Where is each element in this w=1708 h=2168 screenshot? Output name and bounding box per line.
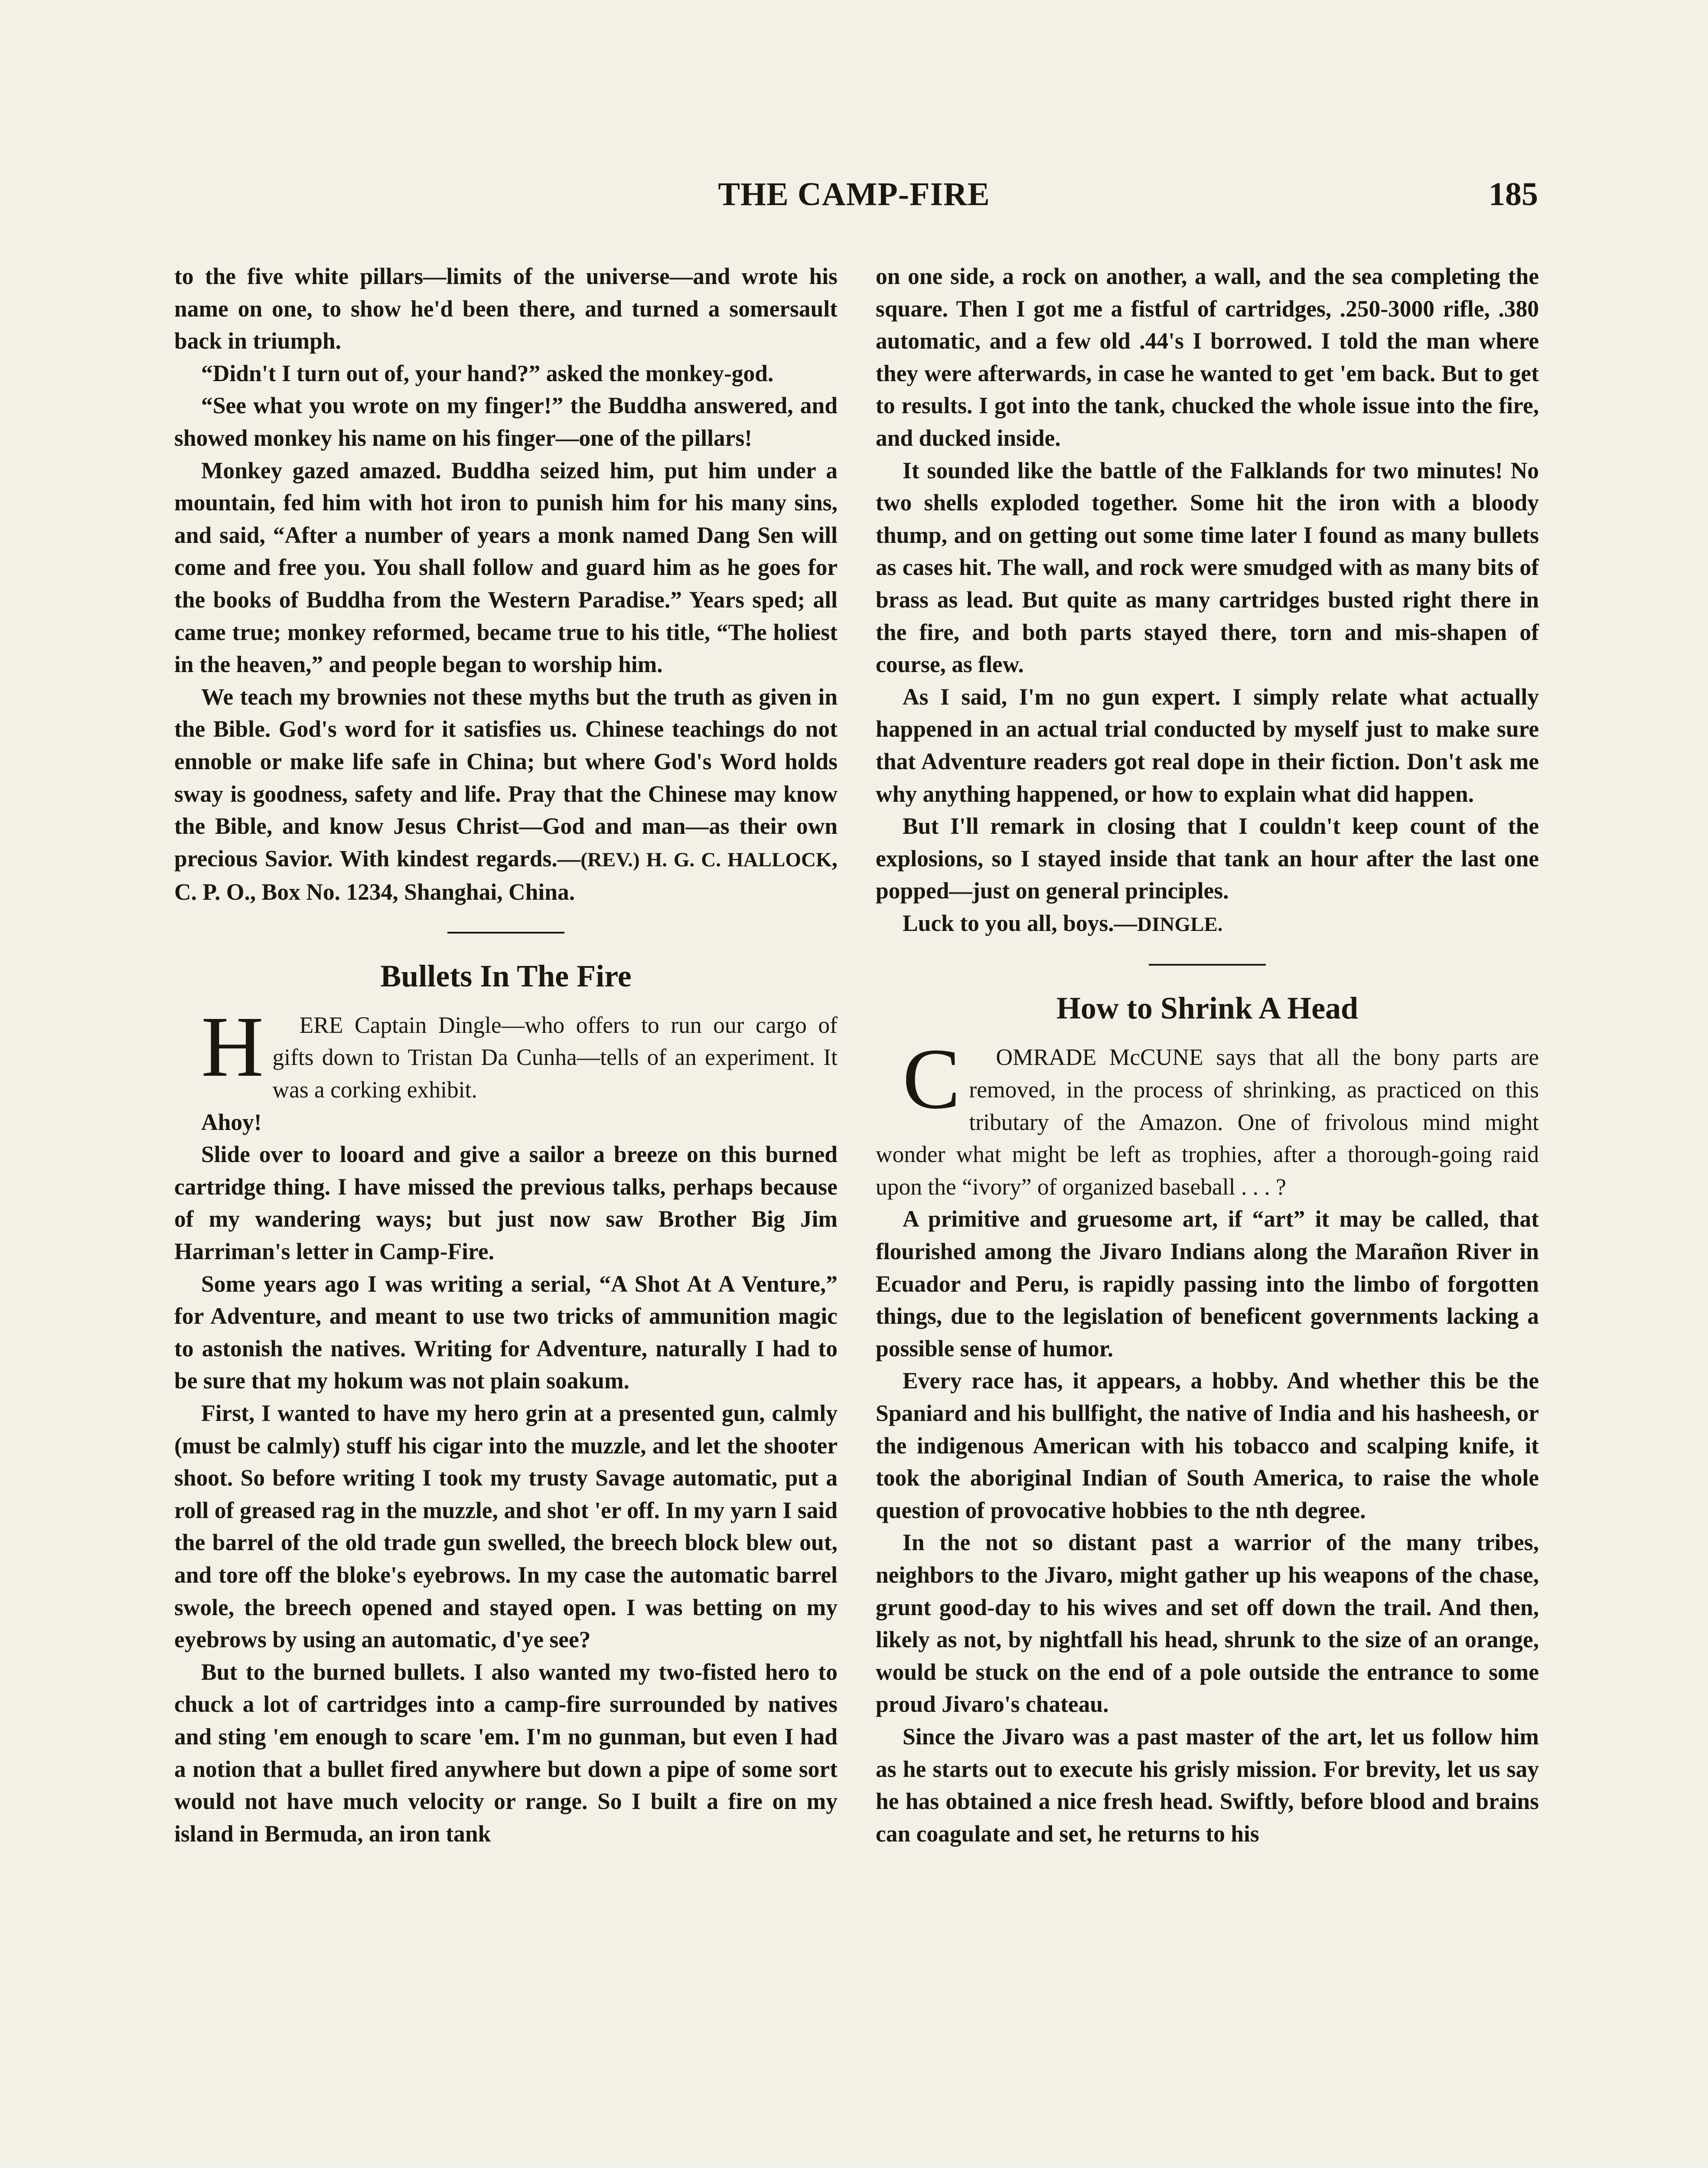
paragraph: Some years ago I was writing a serial, “A Shot At A Venture,” for Adventure, and meant to use two tricks of ammunition magic to astonish the natives. Writing for Adventure, naturally I had to be sure that my hokum was not plain soakum. bbox=[174, 1270, 838, 1394]
running-head bbox=[0, 176, 1708, 223]
paragraph: on one side, a rock on another, a wall, and the sea completing the square. Then I got me a fistful of cartridges, .250-3000 rifle, .380 automatic, and a few old .44's I borrowed. I told the man where they were afterwards, in case he wanted to get 'em back. But to get to results. I got into the tank, chucked the whole issue into the fire, and ducked inside. bbox=[876, 263, 1539, 451]
section-title-bullets: Bullets In The Fire bbox=[380, 958, 632, 993]
paragraph-signoff bbox=[876, 907, 1539, 941]
paragraph: A primitive and gruesome art, if “art” it may be called, that flourished among the Jivaro Indians along the Marañon River in Ecuador and Peru, is rapidly passing into the limbo of forgotten things, due to the legislation of beneficent governments lacking a possible sense of humor. bbox=[876, 1206, 1539, 1362]
paragraph: Since the Jivaro was a past master of the art, let us follow him as he starts out to execute his grisly mission. For brevity, let us say he has obtained a nice fresh head. Swiftly, before blood and brains can coagulate and set, he returns to his bbox=[876, 1723, 1539, 1847]
section-divider bbox=[447, 932, 564, 934]
author-signature: DINGLE. bbox=[1137, 913, 1223, 936]
paragraph: But to the burned bullets. I also wanted my two-fisted hero to chuck a lot of cartridges into a camp-fire surrounded by natives and sting 'em enough to scare 'em. I'm no gunman, but even I had a notion that a bullet fired anywhere but down a pipe of some sort would not have much velocity or range. So I built a fire on my island in Bermuda, an iron tank bbox=[174, 1659, 838, 1847]
paragraph: “See what you wrote on my finger!” the Buddha answered, and showed monkey his name on his finger—one of the pillars! bbox=[174, 392, 838, 451]
paragraph: It sounded like the battle of the Falklands for two minutes! No two shells exploded together. Some hit the iron with a bloody thump, and on getting out some time later I found as many bullets as cases hit. The wall, and rock were smudged with as many bits of brass as lead. But quite as many cartridges busted right there in the fire, and both parts stayed there, torn and mis-shapen of course, as flew. bbox=[876, 457, 1539, 678]
right-column bbox=[876, 260, 1539, 1850]
drop-cap: H bbox=[201, 999, 264, 1095]
paragraph: Slide over to looard and give a sailor a breeze on this burned cartridge thing. I have missed the previous talks, perhaps because of my wandering ways; but just now saw Brother Big Jim Harriman's letter in Camp-Fire. bbox=[174, 1141, 838, 1265]
section-title-shrink: How to Shrink A Head bbox=[1056, 991, 1359, 1026]
lead-text: ERE Captain Dingle—who offers to run our cargo of gifts down to Tristan Da Cunha—tells of an experiment. It was a corking exhibit. bbox=[272, 1012, 838, 1103]
paragraph: Monkey gazed amazed. Buddha seized him, put him under a mountain, fed him with hot iron to punish him for his many sins, and said, “After a number of years a monk named Dang Sen will come and free you. You shall follow and guard him as he goes for the books of Buddha from the Western Paradise.” Years sped; all came true; monkey reformed, became true to his title, “The holiest in the heaven,” and people began to worship him. bbox=[174, 457, 838, 678]
page-number: 185 bbox=[1489, 176, 1538, 212]
paragraph-text: Luck to you all, boys.— bbox=[903, 910, 1138, 936]
page-title: THE CAMP-FIRE bbox=[718, 176, 990, 212]
lead-text: OMRADE McCUNE says that all the bony parts are removed, in the process of shrinking, as practiced on this tributary of the Amazon. One of frivolous mind might wonder what might be left as trophies, after a thorough-going raid upon the “ivory” of organized baseball . . . ? bbox=[876, 1044, 1539, 1200]
paragraph: In the not so distant past a warrior of the many tribes, neighbors to the Jivaro, might gather up his weapons of the chase, grunt good-day to his wives and set off down the trail. And then, likely as not, by nightfall his head, shrunk to the size of an orange, would be stuck on the end of a pole outside the entrance to some proud Jivaro's chateau. bbox=[876, 1529, 1539, 1717]
right-continued-text bbox=[876, 260, 1539, 940]
right-section-body bbox=[876, 1203, 1539, 1850]
author-address: , C. P. O., Box No. 1234, Shanghai, China. bbox=[174, 845, 838, 905]
paragraph: But I'll remark in closing that I couldn't keep count of the explosions, so I stayed inside that tank an hour after the last one popped—just on general principles. bbox=[876, 813, 1539, 904]
left-opening-text bbox=[174, 260, 838, 908]
paragraph: Every race has, it appears, a hobby. And whether this be the Spaniard and his bullfight, the native of India and his hasheesh, or the indigenous American with his tobacco and scalping knife, it took the aboriginal Indian of South America, to raise the whole question of provocative hobbies to the nth degree. bbox=[876, 1368, 1539, 1523]
paragraph: First, I wanted to have my hero grin at a presented gun, calmly (must be calmly) stuff his cigar into the muzzle, and let the shooter shoot. So before writing I took my trusty Savage automatic, put a roll of greased rag in the muzzle, and shot 'er off. In my yarn I said the barrel of the old trade gun swelled, the breech block blew out, and tore off the bloke's eyebrows. In my case the automatic barrel swole, the breech opened and stayed open. I was betting on my eyebrows by using an automatic, d'ye see? bbox=[174, 1400, 838, 1653]
paragraph: to the five white pillars—limits of the universe—and wrote his name on one, to show he'd been there, and turned a somersault back in triumph. bbox=[174, 263, 838, 354]
section-lead bbox=[174, 999, 838, 1106]
section-divider bbox=[1149, 964, 1266, 966]
paragraph-text: We teach my brownies not these myths but the truth as given in the Bible. God's word for it satisfies us. Chinese teachings do not ennoble or make life safe in China; but where God's Word holds sway is goodness, safety and life. Pray that the Chinese may know the Bible, and know Jesus Christ—God and man—as their own precious Savior. With kindest regards.— bbox=[174, 683, 838, 872]
left-section-body bbox=[174, 1106, 838, 1850]
drop-cap: C bbox=[903, 1031, 961, 1127]
paragraph-signoff bbox=[174, 681, 838, 908]
paragraph: “Didn't I turn out of, your hand?” asked the monkey-god. bbox=[201, 360, 774, 386]
paragraph: Ahoy! bbox=[201, 1109, 262, 1135]
left-column bbox=[174, 260, 838, 1850]
author-signature: (REV.) H. G. C. HALLOCK bbox=[580, 848, 832, 871]
paragraph: As I said, I'm no gun expert. I simply relate what actually happened in an actual trial conducted by myself just to make sure that Adventure readers got real dope in their fiction. Don't ask me why anything happened, or how to explain what did happen. bbox=[876, 683, 1539, 807]
section-lead bbox=[876, 1031, 1539, 1203]
